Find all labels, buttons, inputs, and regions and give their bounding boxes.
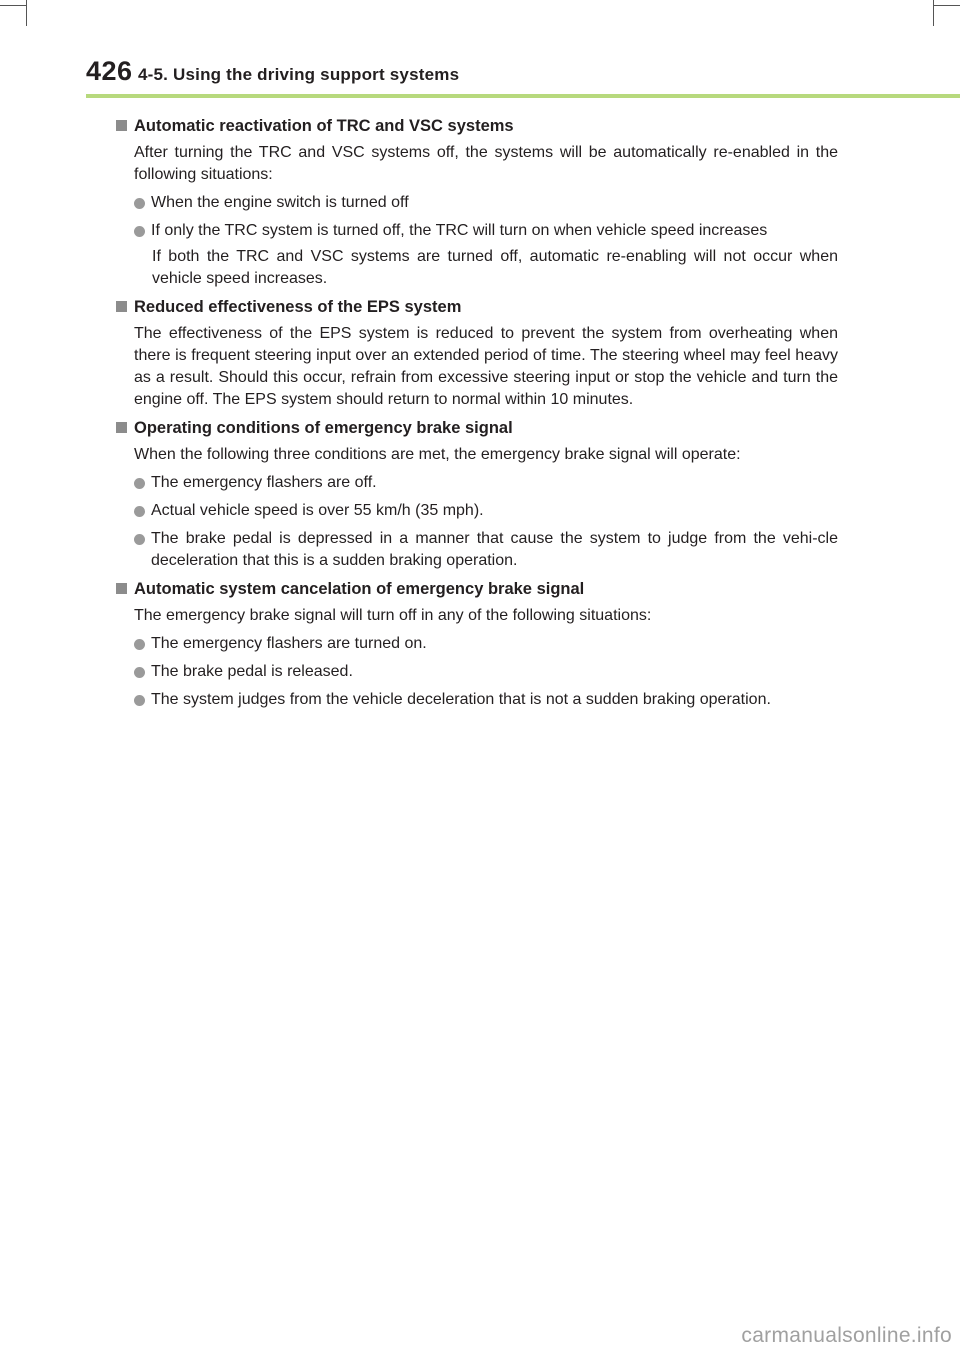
- section-title: 4-5. Using the driving support systems: [138, 65, 460, 84]
- square-bullet-icon: [116, 583, 127, 594]
- section-paragraph: The effectiveness of the EPS system is reduced to prevent the system from overheating when there is frequent steering input over an extended period of time. The steering wheel may feel heavy as a result. Should this occur, refrain from excessive steering input or stop the vehicle and turn the engine off. The EPS system should return to normal within 10 minutes.: [134, 325, 838, 408]
- section-emergency-brake-cancelation: [116, 578, 838, 711]
- list-item: [116, 472, 838, 494]
- square-bullet-icon: [116, 301, 127, 312]
- list-item: [116, 661, 838, 683]
- crop-mark-top-right-v: [933, 0, 934, 26]
- list-item-text: When the engine switch is turned off: [151, 194, 409, 211]
- crop-mark-top-right-h: [934, 5, 960, 6]
- section-heading: [116, 417, 838, 439]
- circle-bullet-icon: [134, 534, 145, 545]
- list-item: [116, 633, 838, 655]
- heading-text: Automatic system cancelation of emergency brake signal: [134, 580, 585, 598]
- page-header: [86, 56, 960, 92]
- list-item-text: The brake pedal is released.: [151, 663, 353, 680]
- circle-bullet-icon: [134, 667, 145, 678]
- section-paragraph: The emergency brake signal will turn off in any of the following situations:: [134, 607, 652, 624]
- list-item: [116, 500, 838, 522]
- list-item-text: The brake pedal is depressed in a manner that cause the system to judge from the vehi-cle deceleration that this is a sudden braking operation.: [151, 530, 838, 569]
- list-item: [116, 192, 838, 214]
- list-item-text: The emergency flashers are turned on.: [151, 635, 427, 652]
- list-item-text: If only the TRC system is turned off, the TRC will turn on when vehicle speed increases: [151, 222, 768, 239]
- square-bullet-icon: [116, 422, 127, 433]
- section-heading: [116, 115, 838, 137]
- circle-bullet-icon: [134, 639, 145, 650]
- list-item: [116, 528, 838, 572]
- section-heading: [116, 578, 838, 600]
- section-emergency-brake-conditions: [116, 417, 838, 572]
- section-paragraph: After turning the TRC and VSC systems off, the systems will be automatically re-enabled in the following situations:: [134, 144, 838, 183]
- circle-bullet-icon: [134, 226, 145, 237]
- heading-text: Automatic reactivation of TRC and VSC systems: [134, 117, 514, 135]
- list-item-text: The system judges from the vehicle deceleration that is not a sudden braking operation.: [151, 691, 771, 708]
- heading-text: Operating conditions of emergency brake signal: [134, 419, 513, 437]
- section-paragraph: When the following three conditions are met, the emergency brake signal will operate:: [134, 446, 741, 463]
- page-number: 426: [86, 56, 133, 86]
- list-item-note: If both the TRC and VSC systems are turned off, automatic re-enabling will not occur when vehicle speed increases.: [152, 248, 838, 287]
- section-eps-effectiveness: [116, 296, 838, 411]
- list-item: [116, 220, 838, 242]
- circle-bullet-icon: [134, 478, 145, 489]
- list-item-text: The emergency flashers are off.: [151, 474, 377, 491]
- circle-bullet-icon: [134, 198, 145, 209]
- list-item: [116, 689, 838, 711]
- section-trc-vsc-reactivation: [116, 115, 838, 290]
- crop-mark-top-left-v: [26, 0, 27, 26]
- page-content: [116, 110, 838, 717]
- section-heading: [116, 296, 838, 318]
- heading-text: Reduced effectiveness of the EPS system: [134, 298, 462, 316]
- square-bullet-icon: [116, 120, 127, 131]
- crop-mark-top-left-h: [0, 5, 26, 6]
- list-item-text: Actual vehicle speed is over 55 km/h (35 mph).: [151, 502, 484, 519]
- footer-watermark: carmanualsonline.info: [741, 1324, 952, 1347]
- circle-bullet-icon: [134, 695, 145, 706]
- circle-bullet-icon: [134, 506, 145, 517]
- header-rule: [86, 94, 960, 98]
